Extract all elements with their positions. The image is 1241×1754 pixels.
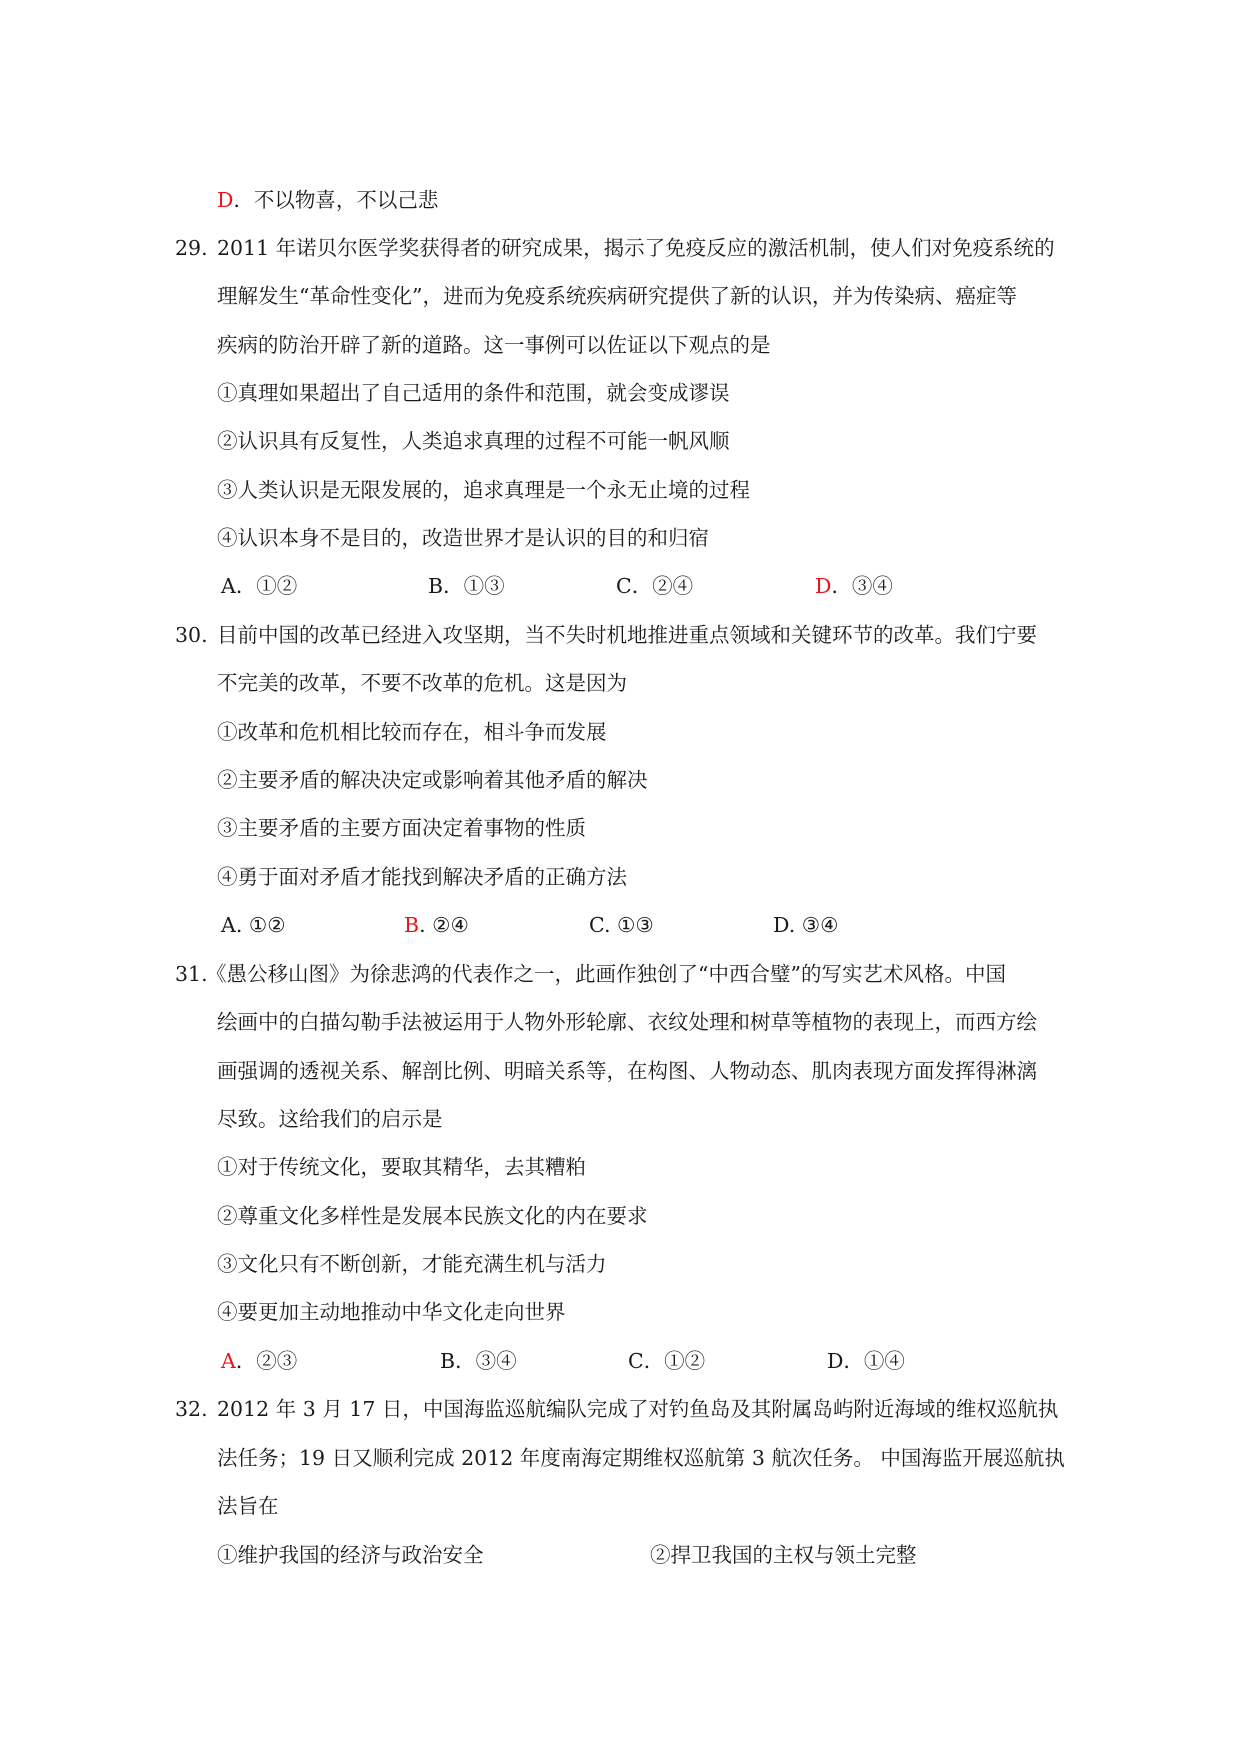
question-30-statement: ②主要矛盾的解决决定或影响着其他矛盾的解决 [217, 768, 648, 792]
option-letter: D [827, 1349, 844, 1373]
question-32-line: 2012 年 3 月 17 日，中国海监巡航编队完成了对钓鱼岛及其附属岛屿附近海域的维权巡航执 [217, 1397, 1059, 1421]
option-text: ．①② [235, 574, 298, 598]
option-letter: A [221, 574, 236, 598]
question-29-option-a [221, 572, 297, 600]
question-29-statement: ③人类认识是无限发展的，追求真理是一个永无止境的过程 [217, 478, 750, 502]
question-30-line: 不完美的改革，不要不改革的危机。这是因为 [217, 671, 627, 695]
question-32-line: 法任务；19 日又顺利完成 2012 年度南海定期维权巡航第 3 航次任务。 中国海监开展巡航执 [217, 1446, 1065, 1470]
question-31-line: 《愚公移山图》为徐悲鸿的代表作之一，此画作独创了“中西合璧”的写实艺术风格。中国 [206, 962, 1006, 986]
question-31-statement: ①对于传统文化，要取其精华，去其糟粕 [217, 1155, 586, 1179]
question-29-option-d [815, 572, 893, 600]
option-letter: A [221, 913, 236, 937]
question-30-option-b [404, 911, 469, 939]
question-30-option-c [589, 911, 654, 939]
option-text: . ②④ [419, 913, 469, 937]
question-29-line: 疾病的防治开辟了新的道路。这一事例可以佐证以下观点的是 [217, 333, 771, 357]
option-text: ．①③ [443, 574, 505, 598]
question-29-option-c [616, 572, 693, 600]
question-31-line: 绘画中的白描勾勒手法被运用于人物外形轮廓、衣纹处理和树草等植物的表现上，而西方绘 [217, 1010, 1037, 1034]
option-letter: D [217, 188, 234, 212]
question-29-option-b [428, 572, 505, 600]
question-31-line: 画强调的透视关系、解剖比例、明暗关系等，在构图、人物动态、肌肉表现方面发挥得淋漓 [217, 1059, 1037, 1083]
question-30-line: 目前中国的改革已经进入攻坚期，当不失时机地推进重点领域和关键环节的改革。我们宁要 [217, 623, 1037, 647]
question-30-option-a [221, 911, 286, 939]
option-text: ．③④ [831, 574, 893, 598]
option-text: ．①④ [843, 1349, 905, 1373]
question-31-statement: ②尊重文化多样性是发展本民族文化的内在要求 [217, 1204, 648, 1228]
question-31-option-b [440, 1347, 517, 1375]
option-text: ．③④ [455, 1349, 517, 1373]
option-letter: D [773, 913, 789, 937]
option-text: . ③④ [788, 913, 839, 937]
question-31-option-c [628, 1347, 705, 1375]
option-letter: C [616, 574, 632, 598]
question-29-statement: ②认识具有反复性，人类追求真理的过程不可能一帆风顺 [217, 429, 730, 453]
question-31-statement: ③文化只有不断创新，才能充满生机与活力 [217, 1252, 607, 1276]
question-30-number: 30. [175, 623, 208, 647]
question-31-number: 31. [175, 962, 208, 986]
option-text: ．②④ [631, 574, 694, 598]
option-text: ．①② [643, 1349, 706, 1373]
option-text: ．不以物喜，不以己悲 [233, 188, 439, 212]
question-29-line: 理解发生“革命性变化”，进而为免疫系统疾病研究提供了新的认识，并为传染病、癌症等 [217, 284, 1017, 308]
question-32-statement: ②捍卫我国的主权与领土完整 [650, 1543, 917, 1567]
option-text: ．②③ [235, 1349, 298, 1373]
question-31-option-a [221, 1347, 297, 1375]
question-32-number: 32. [175, 1397, 208, 1421]
option-letter: D [815, 574, 832, 598]
question-29-statement: ④认识本身不是目的，改造世界才是认识的目的和归宿 [217, 526, 709, 550]
question-32-statement: ①维护我国的经济与政治安全 [217, 1543, 484, 1567]
question-30-option-d [773, 911, 839, 939]
option-letter: C [628, 1349, 644, 1373]
question-31-line: 尽致。这给我们的启示是 [217, 1107, 443, 1131]
question-32-line: 法旨在 [217, 1494, 279, 1518]
question-30-statement: ③主要矛盾的主要方面决定着事物的性质 [217, 816, 586, 840]
question-29-number: 29. [175, 236, 208, 260]
prev-option-d [217, 186, 438, 214]
question-30-statement: ①改革和危机相比较而存在，相斗争而发展 [217, 720, 607, 744]
option-text: . ①② [235, 913, 286, 937]
question-31-statement: ④要更加主动地推动中华文化走向世界 [217, 1300, 566, 1324]
option-letter: B [428, 574, 444, 598]
option-letter: B [404, 913, 420, 937]
option-text: . ①③ [603, 913, 654, 937]
question-29-line: 2011 年诺贝尔医学奖获得者的研究成果，揭示了免疫反应的激活机制，使人们对免疫系统的 [217, 236, 1055, 260]
question-30-statement: ④勇于面对矛盾才能找到解决矛盾的正确方法 [217, 865, 627, 889]
option-letter: C [589, 913, 604, 937]
question-31-option-d [827, 1347, 905, 1375]
option-letter: B [440, 1349, 456, 1373]
question-29-statement: ①真理如果超出了自己适用的条件和范围，就会变成谬误 [217, 381, 730, 405]
option-letter: A [221, 1349, 236, 1373]
